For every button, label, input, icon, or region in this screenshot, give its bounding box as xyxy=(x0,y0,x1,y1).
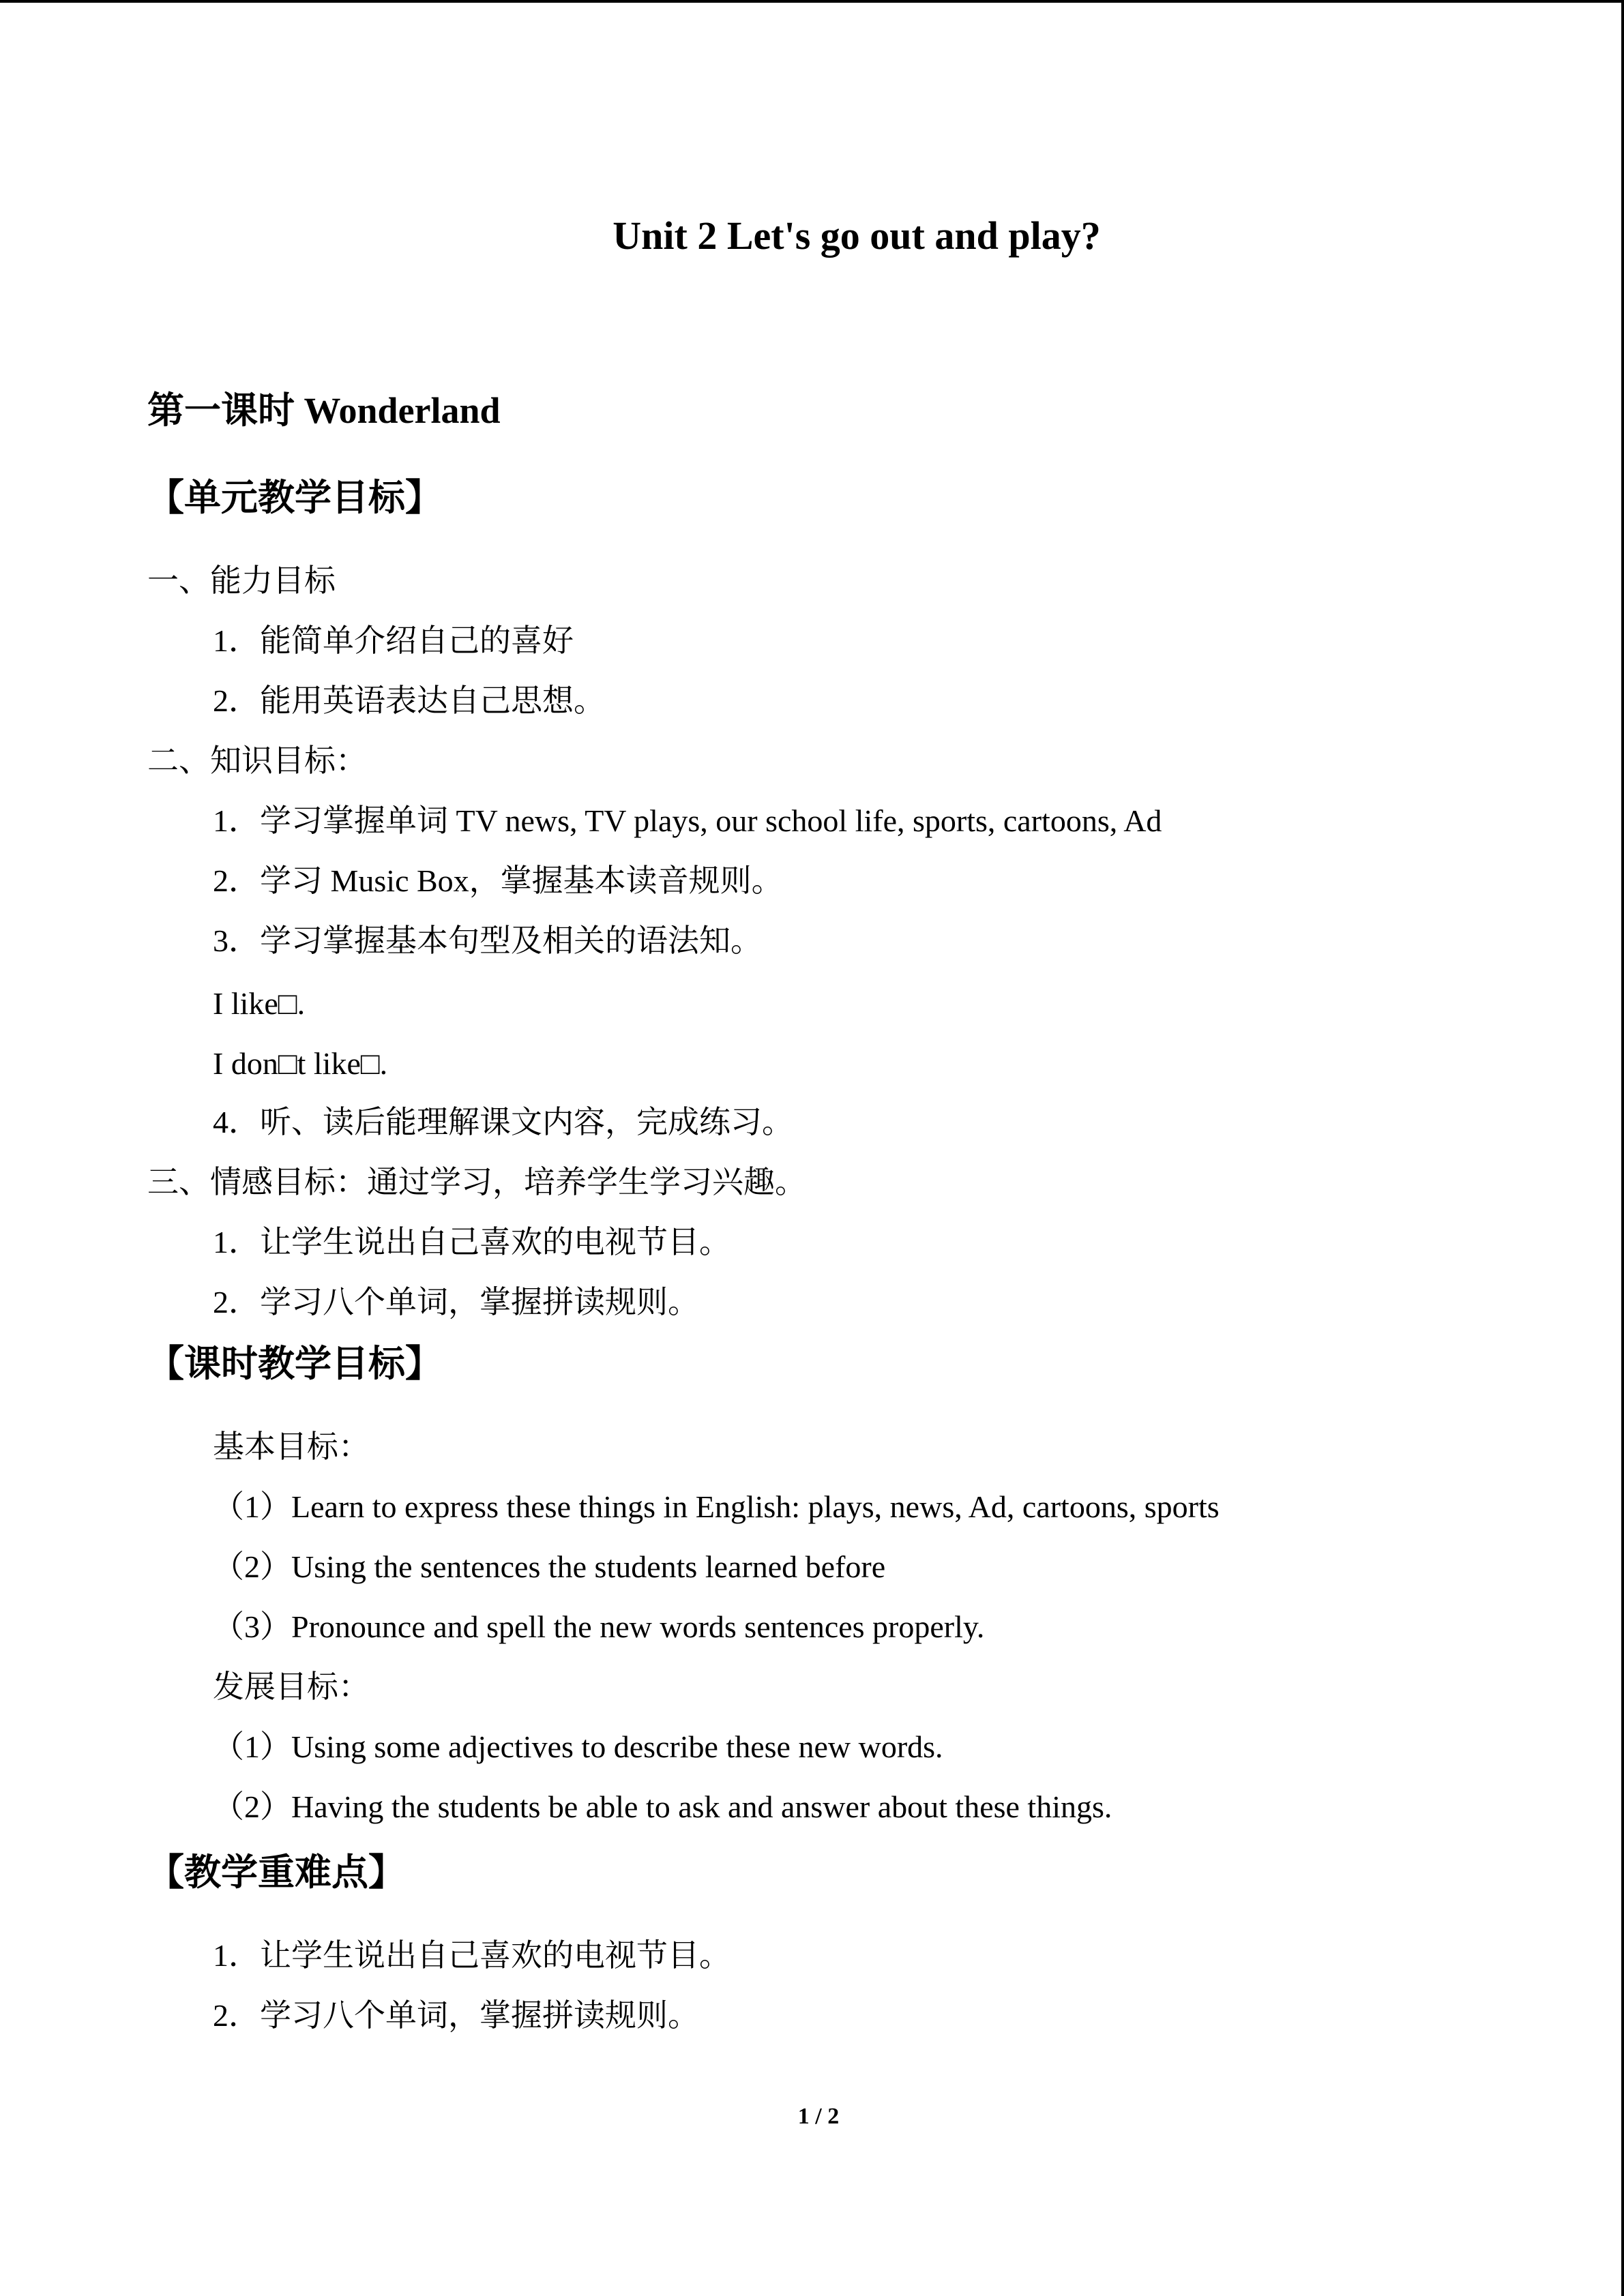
page-number: 1 / 2 xyxy=(797,2104,840,2129)
emotion-goal-item: 1．让学生说出自己喜欢的电视节目。 xyxy=(213,1225,730,1259)
page-border-top xyxy=(0,0,1624,3)
basic-goal-item: （2）Using the sentences the students learned before xyxy=(213,1549,886,1584)
page-border-right xyxy=(1621,0,1624,2296)
ability-goal-item: 2．能用英语表达自己思想。 xyxy=(213,683,605,718)
emotion-goals-label: 三、情感目标：通过学习，培养学生学习兴趣。 xyxy=(147,1165,806,1199)
unit-goals-heading: 【单元教学目标】 xyxy=(147,476,442,519)
basic-goal-item: （1）Learn to express these things in English: plays, news, Ad, cartoons, sports xyxy=(213,1489,1220,1524)
basic-goals-label: 基本目标： xyxy=(213,1429,370,1464)
development-goals-label: 发展目标： xyxy=(213,1669,370,1704)
ability-goals-label: 一、能力目标 xyxy=(147,563,336,598)
ability-goal-item: 1．能简单介绍自己的喜好 xyxy=(213,623,574,658)
knowledge-goal-item: 3．学习掌握基本句型及相关的语法知。 xyxy=(213,923,762,958)
sentence-pattern-dont-like: I don□t like□. xyxy=(213,1046,388,1081)
basic-goal-item: （3）Pronounce and spell the new words sentences properly. xyxy=(213,1609,985,1644)
key-points-heading: 【教学重难点】 xyxy=(147,1851,405,1894)
knowledge-goals-label: 二、知识目标： xyxy=(147,743,367,778)
key-point-item: 1．让学生说出自己喜欢的电视节目。 xyxy=(213,1938,730,1973)
knowledge-goal-item: 1．学习掌握单词 TV news, TV plays, our school life, sports, cartoons, Ad xyxy=(213,803,1162,838)
knowledge-goal-item: 2．学习 Music Box，掌握基本读音规则。 xyxy=(213,863,783,898)
development-goal-item: （2）Having the students be able to ask and answer about these things. xyxy=(213,1789,1112,1824)
knowledge-goal-item: 4．听、读后能理解课文内容，完成练习。 xyxy=(213,1105,793,1139)
sentence-pattern-like: I like□. xyxy=(213,986,306,1021)
key-point-item: 2．学习八个单词，掌握拼读规则。 xyxy=(213,1998,699,2033)
lesson-heading: 第一课时 Wonderland xyxy=(147,390,501,431)
emotion-goal-item: 2．学习八个单词，掌握拼读规则。 xyxy=(213,1285,699,1320)
development-goal-item: （1）Using some adjectives to describe these new words. xyxy=(213,1729,943,1764)
lesson-goals-heading: 【课时教学目标】 xyxy=(147,1342,442,1385)
document-title: Unit 2 Let's go out and play? xyxy=(612,213,1101,258)
